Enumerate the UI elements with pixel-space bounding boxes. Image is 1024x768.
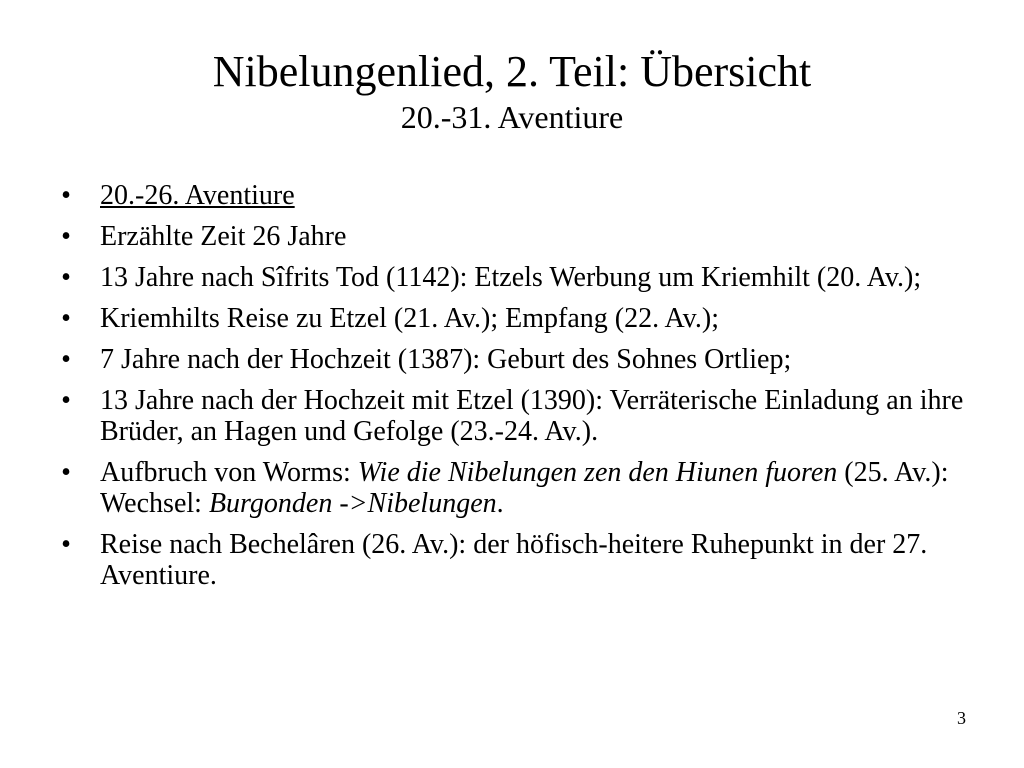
bullet-list — [56, 180, 986, 601]
bullet-item — [56, 529, 986, 591]
bullet-icon: • — [61, 385, 71, 416]
bullet-item — [56, 221, 986, 252]
bullet-item — [56, 344, 986, 375]
bullet-icon: • — [61, 529, 71, 560]
bullet-text-italic: Burgonden ->Nibelungen — [208, 488, 497, 519]
title-block — [0, 44, 1024, 134]
bullet-icon: • — [61, 221, 71, 252]
bullet-item — [56, 385, 986, 447]
bullet-text: Erzählte Zeit 26 Jahre — [100, 221, 347, 252]
bullet-text-part: (25. Av.): Wechsel: — [100, 457, 949, 519]
bullet-text-part: Aufbruch von Worms: — [100, 457, 358, 488]
bullet-text: 20.-26. Aventiure — [100, 180, 295, 211]
bullet-icon: • — [61, 180, 71, 211]
bullet-item — [56, 303, 986, 334]
bullet-text: Kriemhilts Reise zu Etzel (21. Av.); Empfang (22. Av.); — [100, 303, 719, 334]
bullet-item — [56, 262, 986, 293]
bullet-icon: • — [61, 344, 71, 375]
bullet-text: 13 Jahre nach der Hochzeit mit Etzel (1390): Verräterische Einladung an ihre Brüder, an Hagen und Gefolge (23.-24. Av.). — [100, 385, 964, 447]
bullet-text — [100, 457, 949, 519]
bullet-icon: • — [61, 457, 71, 488]
bullet-icon: • — [61, 303, 71, 334]
bullet-text-part: . — [496, 488, 504, 519]
bullet-text: 7 Jahre nach der Hochzeit (1387): Geburt des Sohnes Ortliep; — [100, 344, 792, 375]
slide-subtitle: 20.-31. Aventiure — [400, 99, 624, 135]
bullet-item — [56, 457, 986, 519]
bullet-text: Reise nach Bechelâren (26. Av.): der höfisch-heitere Ruhepunkt in der 27. Aventiure. — [100, 529, 928, 591]
bullet-icon: • — [61, 262, 71, 293]
bullet-text: 13 Jahre nach Sîfrits Tod (1142): Etzels Werbung um Kriemhilt (20. Av.); — [100, 262, 922, 293]
bullet-text-italic: Wie die Nibelungen zen den Hiunen fuoren — [357, 457, 838, 488]
slide-title: Nibelungenlied, 2. Teil: Übersicht — [212, 47, 812, 96]
bullet-item — [56, 180, 986, 211]
page-number: 3 — [957, 708, 966, 728]
